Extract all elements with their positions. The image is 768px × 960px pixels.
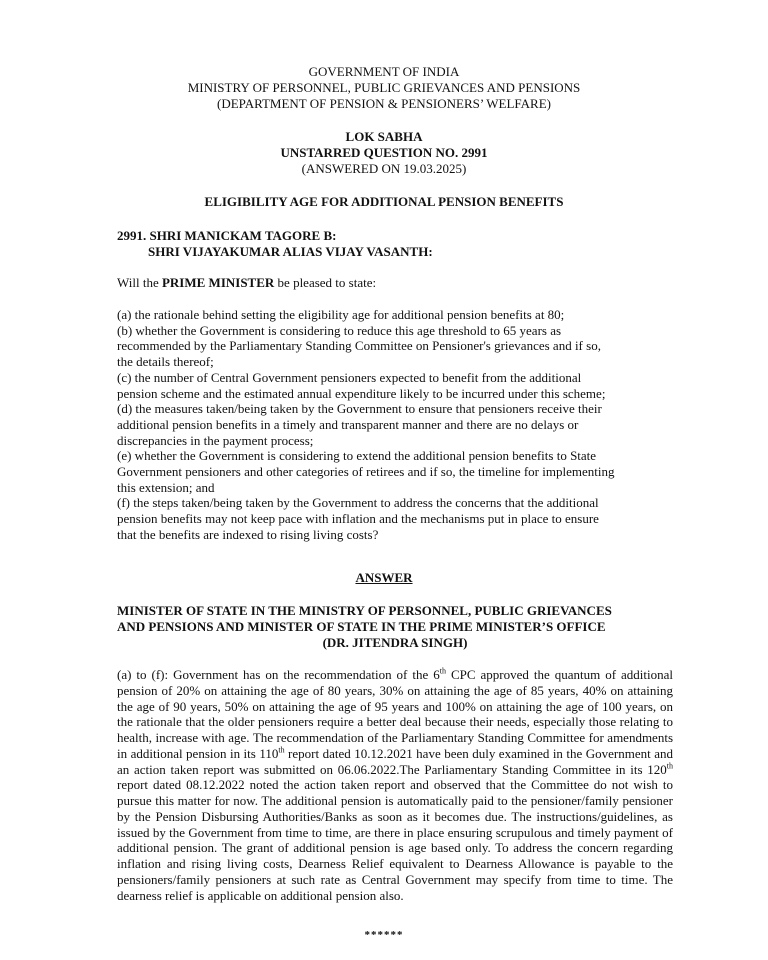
members-block — [117, 228, 673, 260]
ordinal-suffix: th — [278, 745, 285, 755]
intro-emphasis: PRIME MINISTER — [161, 275, 275, 290]
question-line: (e) whether the Government is considering to extend the additional pension benefits to State — [117, 448, 597, 464]
intro-before: Will the — [117, 275, 162, 290]
question-line: (a) the rationale behind setting the eligibility age for additional pension benefits at 80; — [117, 307, 565, 322]
answered-date: (ANSWERED ON 19.03.2025) — [301, 161, 467, 176]
question-number: UNSTARRED QUESTION NO. 2991 — [280, 145, 488, 160]
ministry-line: MINISTRY OF PERSONNEL, PUBLIC GRIEVANCES AND PENSIONS — [187, 80, 581, 95]
government-line: GOVERNMENT OF INDIA — [308, 64, 460, 79]
ordinal-suffix: th — [666, 761, 673, 771]
reply-text: CPC approved the quantum of additional pension of 20% on attaining the age of 80 years, 30% on attaining the age of 85 years, 40% on attaining the age of 90 years, 50% on attaining the age of 95 years and 100% on attaining the age of 100 years, on the rationale that the older pensioners require a better deal because their needs, especially those relating to health, increase with age. The recommendation of the Parliamentary Standing Committee for amendments in additional pension in its 110 — [117, 667, 673, 761]
question-line: (b) whether the Government is considering to reduce this age threshold to 65 years as — [117, 322, 562, 338]
ordinal-suffix: th — [439, 666, 446, 676]
reply-text: report dated 10.12.2021 have been duly examined in the Government and an action taken report was submitted on 06.06.2022.The Parliamentary Standing Committee in its 120 — [117, 745, 673, 777]
question-line: recommended by the Parliamentary Standing Committee on Pensioner's grievances and if so, — [117, 338, 601, 354]
question-line: that the benefits are indexed to rising living costs? — [117, 526, 379, 542]
question-line: discrepancies in the payment process; — [117, 432, 314, 448]
reply-text: (a) to (f): Government has on the recommendation of the 6 — [117, 667, 440, 682]
minister-name: (DR. JITENDRA SINGH) — [322, 635, 468, 650]
question-line: (f) the steps taken/being taken by the Government to address the concerns that the additional — [117, 495, 599, 511]
question-line: additional pension benefits in a timely and transparent manner and there are no delays or — [117, 416, 579, 432]
question-line: (c) the number of Central Government pensioners expected to benefit from the additional — [117, 369, 582, 385]
question-line: pension benefits may not keep pace with inflation and the mechanisms put in place to ensure — [117, 511, 599, 527]
question-line: Government pensioners and other categories of retirees and if so, the timeline for implementing — [117, 464, 615, 480]
reply-text: report dated 08.12.2022 noted the action taken report and observed that the Committee do not wish to pursue this matter for now. The additional pension is automatically paid to the pensioner/family pensioner by the Pension Disbursing Authorities/Banks as soon as it becomes due. The instructions/guidelines, as issued by the Government from time to time, are there in place ensuring scrupulous and timely payment of additional pension. The grant of additional pension is age based only. To address the concern regarding inflation and rising living costs, Dearness Relief equivalent to Dearness Allowance is payable to the pensioners/family pensioners at such rate as Central Government may specify from time to time. The dearness relief is applicable on additional pension also. — [117, 777, 673, 903]
reply-paragraph — [117, 667, 673, 903]
house-block — [0, 129, 768, 177]
member-2: SHRI VIJAYAKUMAR ALIAS VIJAY VASANTH: — [148, 244, 433, 259]
answer-heading: ANSWER — [355, 570, 413, 585]
intro-after: be pleased to state: — [274, 275, 377, 290]
question-line: the details thereof; — [117, 354, 214, 370]
question-line: pension scheme and the estimated annual expenditure likely to be incurred under this scheme; — [117, 385, 606, 401]
end-marker: ****** — [364, 929, 404, 941]
document-header — [0, 64, 768, 112]
questions-list — [117, 307, 673, 543]
minister-line-2: AND PENSIONS AND MINISTER OF STATE IN THE PRIME MINISTER’S OFFICE — [117, 619, 606, 634]
house-name: LOK SABHA — [345, 129, 423, 144]
subject-title: ELIGIBILITY AGE FOR ADDITIONAL PENSION BENEFITS — [204, 194, 564, 209]
minister-block — [117, 603, 673, 651]
question-line: this extension; and — [117, 479, 215, 495]
question-line: (d) the measures taken/being taken by the Government to ensure that pensioners receive their — [117, 401, 602, 417]
member-1: 2991. SHRI MANICKAM TAGORE B: — [117, 228, 337, 243]
minister-line-1: MINISTER OF STATE IN THE MINISTRY OF PERSONNEL, PUBLIC GRIEVANCES — [117, 603, 612, 618]
department-line: (DEPARTMENT OF PENSION & PENSIONERS’ WELFARE) — [217, 96, 551, 111]
question-intro — [117, 275, 673, 291]
